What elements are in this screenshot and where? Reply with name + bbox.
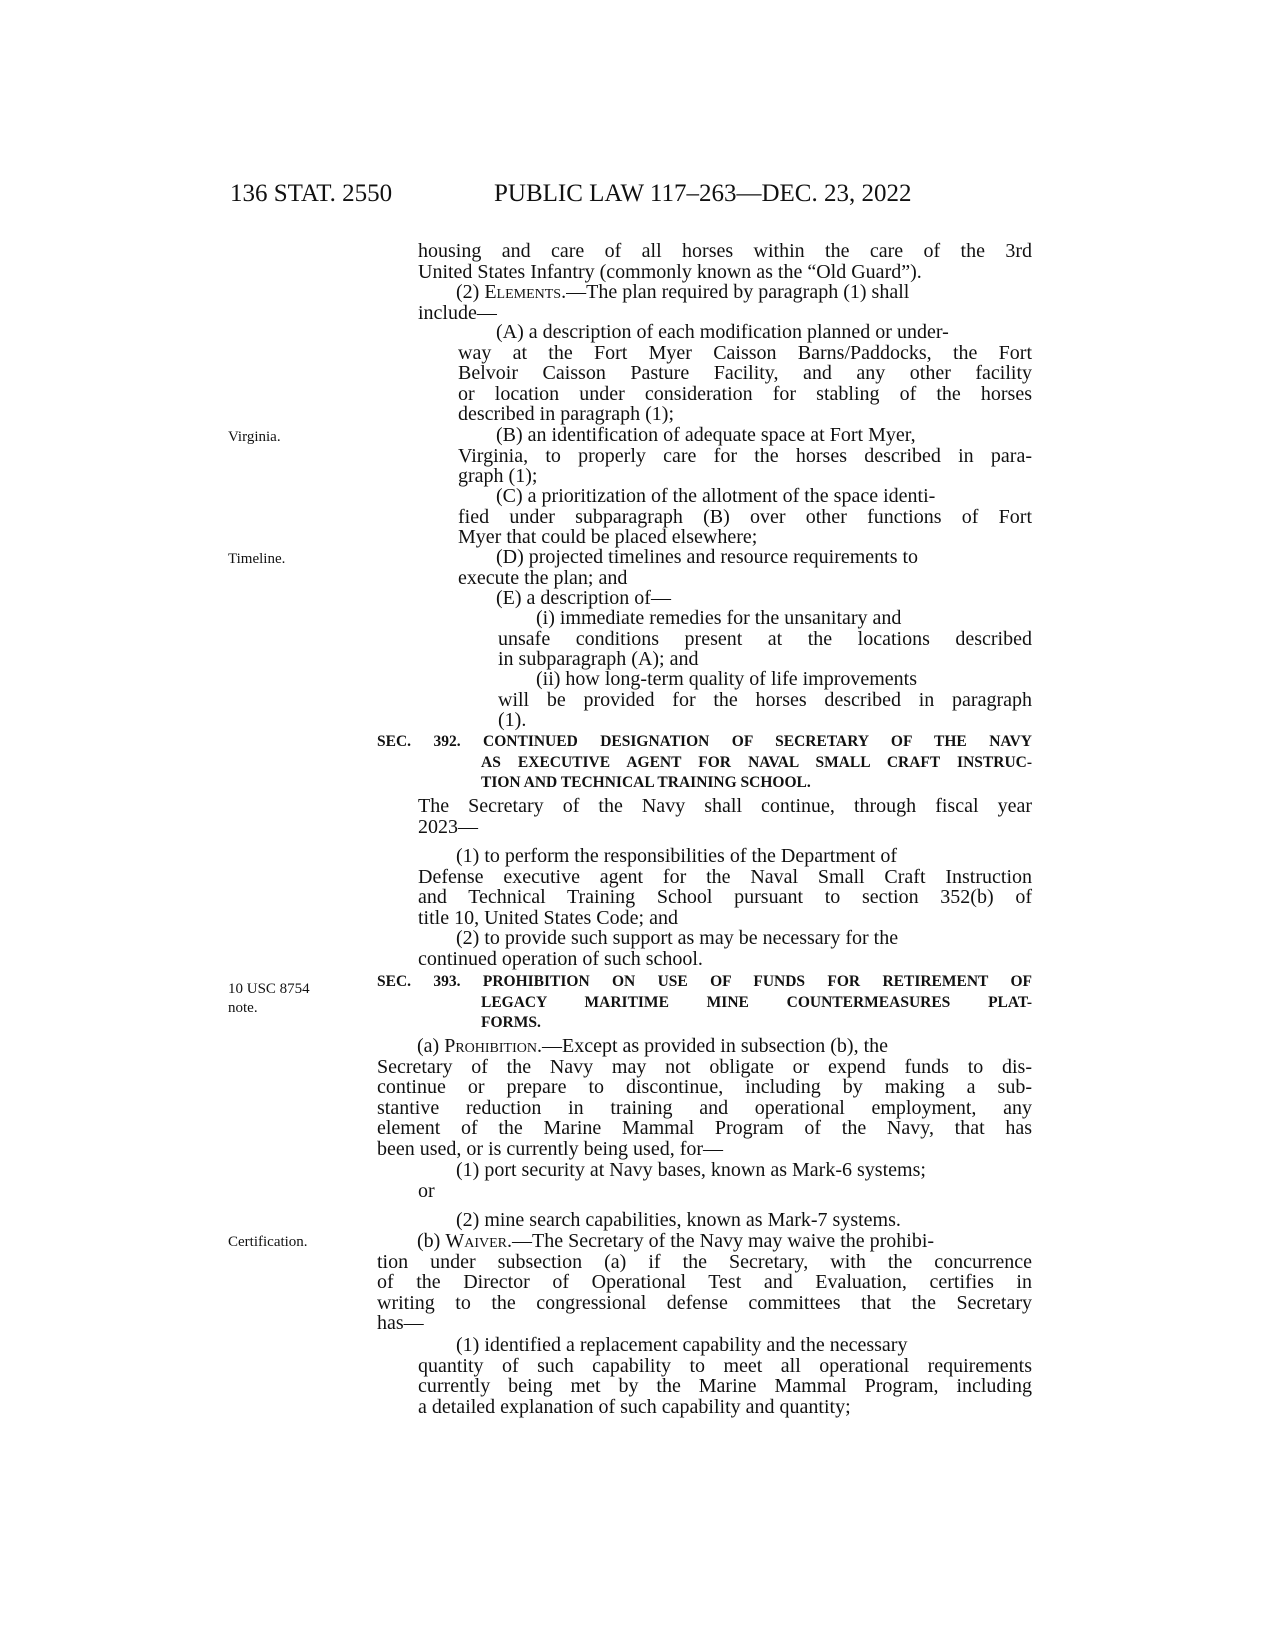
subsection-text: .—Except as provided in subsection (b), the: [536, 1035, 889, 1057]
text-line: writing to the congressional defense committees that the Secretary: [377, 1291, 1032, 1314]
item-a: [458, 322, 1032, 425]
page-stat-citation: 136 STAT. 2550: [230, 180, 393, 207]
text-line: Secretary of the Navy may not obligate or expend funds to dis-: [377, 1055, 1032, 1078]
item-b: [458, 425, 1032, 487]
section-393-b1: [418, 1335, 1032, 1417]
text-line: and Technical Training School pursuant to section 352(b) of: [418, 886, 1032, 909]
text-line: of the Director of Operational Test and Evaluation, certifies in: [377, 1271, 1032, 1294]
text-line: continue or prepare to discontinue, including by making a sub-: [377, 1076, 1032, 1099]
section-392-p2: [418, 928, 1032, 969]
margin-note-certification: Certification.: [228, 1234, 308, 1250]
margin-note-timeline: Timeline.: [228, 551, 286, 567]
paragraph-heading: Elements: [484, 281, 562, 303]
text-line: element of the Marine Mammal Program of the Navy, that has: [377, 1117, 1032, 1140]
elements-heading-line: [418, 282, 1032, 303]
paragraph-number: (2): [456, 281, 480, 303]
item-d: [458, 547, 1032, 588]
subsection-heading-line: [377, 1036, 1032, 1057]
text-line: tion under subsection (a) if the Secretary, with the concurrence: [377, 1250, 1032, 1273]
text-line: (D) projected timelines and resource requirements to: [496, 546, 919, 568]
section-392-heading: [377, 732, 1032, 794]
text-line: (1) to perform the responsibilities of the Department of: [456, 845, 897, 867]
text-line: been used, or is currently being used, for—: [377, 1137, 724, 1160]
text-line: (E) a description of—: [496, 587, 671, 609]
text-line: (B) an identification of adequate space at Fort Myer,: [496, 424, 916, 446]
text-line: described in paragraph (1);: [458, 403, 675, 426]
text-line: United States Infantry (commonly known as the “Old Guard”).: [418, 260, 922, 283]
text-line: in subparagraph (A); and: [498, 648, 699, 671]
text-line: housing and care of all horses within the care of the 3rd: [418, 240, 1032, 262]
section-393-a1: [418, 1160, 1032, 1201]
text-line: quantity of such capability to meet all operational requirements: [418, 1354, 1032, 1377]
section-title-line: AS EXECUTIVE AGENT FOR NAVAL SMALL CRAFT INSTRUC-: [481, 753, 1032, 771]
text-line: (i) immediate remedies for the unsanitary and: [536, 607, 902, 629]
elements-paragraph: [418, 282, 1032, 323]
text-line: (2) mine search capabilities, known as Mark-7 systems.: [456, 1209, 901, 1231]
section-title-line: SEC. 393. PROHIBITION ON USE OF FUNDS FOR RETIREMENT OF: [377, 973, 1032, 990]
section-title-line: TION AND TECHNICAL TRAINING SCHOOL.: [481, 774, 811, 791]
text-line: title 10, United States Code; and: [418, 906, 678, 929]
paragraph-text: .—The plan required by paragraph (1) shall: [561, 281, 910, 303]
margin-note-usc-line1: 10 USC 8754: [228, 981, 310, 997]
text-line: or: [418, 1179, 435, 1202]
section-title-line: LEGACY MARITIME MINE COUNTERMEASURES PLAT-: [481, 993, 1032, 1011]
item-e-ii: [498, 669, 1032, 731]
text-line: 2023—: [418, 815, 478, 838]
item-e: [458, 588, 1032, 609]
text-line: unsafe conditions present at the locations described: [498, 627, 1032, 650]
section-title-line: FORMS.: [481, 1014, 541, 1031]
subsection-heading-line: [377, 1231, 1032, 1252]
text-line: a detailed explanation of such capability and quantity;: [418, 1395, 851, 1418]
subsection-heading: Prohibition: [444, 1035, 537, 1057]
margin-note-usc: [228, 980, 310, 1018]
text-line: or location under consideration for stabling of the horses: [458, 382, 1032, 405]
subsection-number: (b): [417, 1230, 441, 1252]
text-line: The Secretary of the Navy shall continue, through fiscal year: [418, 795, 1032, 817]
section-392-p1: [418, 846, 1032, 928]
text-line: execute the plan; and: [458, 566, 628, 589]
section-393-subsection-a: [377, 1036, 1032, 1160]
subsection-heading: Waiver: [445, 1230, 507, 1252]
text-line: continued operation of such school.: [418, 947, 703, 970]
text-line: graph (1);: [458, 465, 538, 488]
text-line: Myer that could be placed elsewhere;: [458, 526, 758, 549]
text-line: way at the Fort Myer Caisson Barns/Paddocks, the Fort: [458, 341, 1032, 364]
text-line: Virginia, to properly care for the horses described in para-: [458, 444, 1032, 467]
subsection-number: (a): [417, 1035, 440, 1057]
text-line: include—: [418, 301, 497, 324]
text-line: fied under subparagraph (B) over other functions of Fort: [458, 505, 1032, 528]
intro-paragraph: [418, 241, 1032, 282]
text-line: (A) a description of each modification planned or under-: [496, 321, 949, 343]
margin-note-virginia: Virginia.: [228, 429, 281, 445]
section-393-subsection-b: [377, 1231, 1032, 1334]
subsection-text: .—The Secretary of the Navy may waive the prohibi-: [506, 1230, 935, 1252]
text-line: has—: [377, 1312, 424, 1335]
item-c: [458, 486, 1032, 548]
item-e-i: [498, 608, 1032, 670]
text-line: will be provided for the horses described in paragraph: [498, 688, 1032, 711]
margin-note-usc-line2: note.: [228, 1000, 258, 1016]
text-line: (2) to provide such support as may be necessary for the: [456, 927, 899, 949]
section-title-line: SEC. 392. CONTINUED DESIGNATION OF SECRETARY OF THE NAVY: [377, 733, 1032, 750]
section-392-intro: [418, 796, 1032, 837]
section-393-a2: [418, 1210, 1032, 1231]
text-line: (C) a prioritization of the allotment of the space identi-: [496, 485, 936, 507]
text-line: Defense executive agent for the Naval Small Craft Instruction: [418, 865, 1032, 888]
text-line: (ii) how long-term quality of life improvements: [536, 668, 918, 690]
text-line: (1) identified a replacement capability and the necessary: [456, 1334, 908, 1356]
text-line: Belvoir Caisson Pasture Facility, and any other facility: [458, 362, 1032, 385]
text-line: stantive reduction in training and operational employment, any: [377, 1096, 1032, 1119]
text-line: currently being met by the Marine Mammal Program, including: [418, 1375, 1032, 1398]
section-393-heading: [377, 972, 1032, 1034]
page-law-title: PUBLIC LAW 117–263—DEC. 23, 2022: [494, 180, 912, 207]
text-line: (1) port security at Navy bases, known as Mark-6 systems;: [456, 1159, 926, 1181]
text-line: (1).: [498, 709, 527, 732]
